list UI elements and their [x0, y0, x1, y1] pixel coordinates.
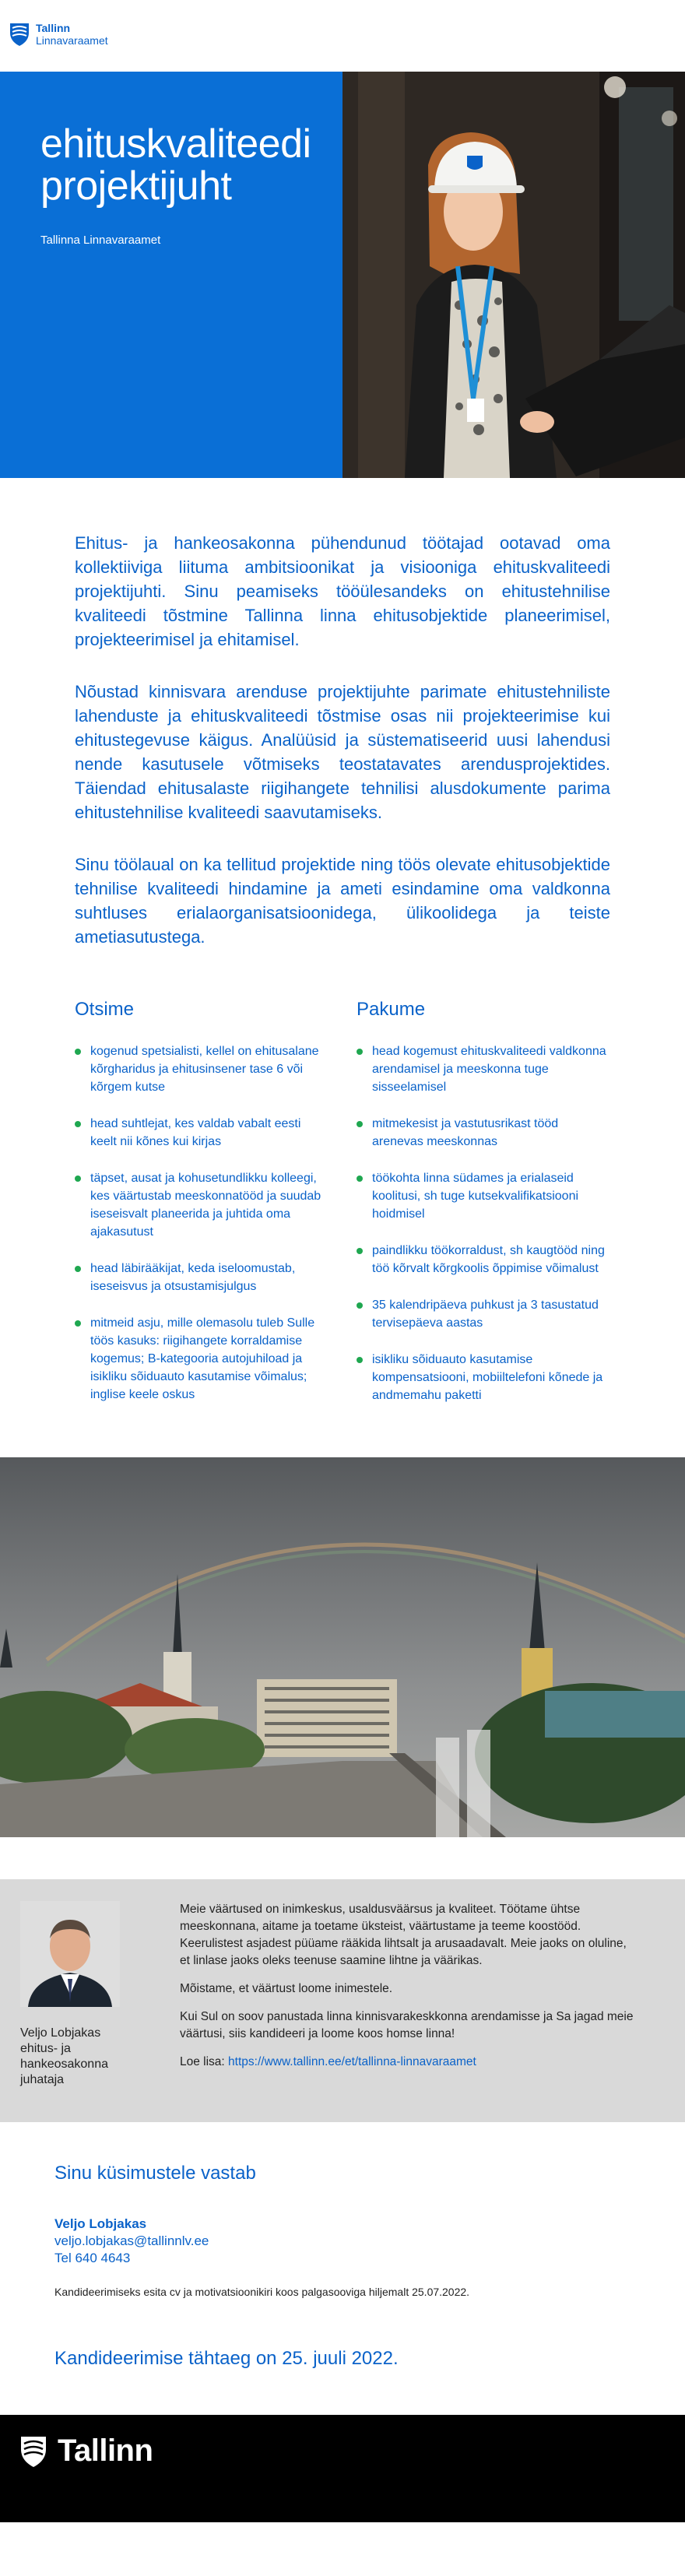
intro-paragraph-3: Sinu töölaual on ka tellitud projektide ning töös olevate ehitusobjektide tehnilise kvaliteedi hindamine ja ameti esindamine oma valdkonna suhtluses erialaorganisatsioonidega, ülikoolidega ja teiste ametiasutustega. [75, 855, 610, 947]
seeking-list [75, 1042, 325, 1404]
list-item: täpset, ausat ja kohusetundlikku kolleegi, kes väärtustab meeskonnatööd ja suudab iseseisvalt planeerida ja juhtida oma ajakasutust [75, 1169, 325, 1241]
quote-paragraph-1: Meie väärtused on inimkeskus, usaldusväärsus ja kvaliteet. Töötame ühtse meeskonnana, aitame ja toetame üksteist, väärtustame ja teeme koostööd. Keerulistest asjadest püüame rääkida lihtsalt ja arusaadavalt. Meie jaoks on oluline, et linlase jaoks oleks teenuse saamine lihtne ja väärikas. [180, 1903, 627, 1967]
list-item: isikliku sõiduauto kasutamise kompensatsiooni, mobiiltelefoni kõnede ja andmemahu paketti [357, 1351, 607, 1404]
top-header [0, 0, 685, 72]
hero-text-panel [0, 72, 342, 478]
list-item: kogenud spetsialisti, kellel on ehitusalane kõrgharidus ja ehitusinsener tase 6 või kõrgem kutse [75, 1042, 325, 1096]
offering-column [357, 999, 607, 1423]
seeking-column [75, 999, 325, 1423]
contact-phone[interactable]: Tel 640 4643 [54, 2251, 131, 2265]
person-portrait-illustration [20, 1901, 120, 2007]
quote-paragraph-3: Kui Sul on soov panustada linna kinnisvarakeskkonna arendamisse ja Sa jagad meie väärtusi, siis kandideeri ja loome koos homse linna! [180, 2010, 634, 2040]
hero-banner [0, 72, 685, 478]
footer [0, 2415, 685, 2522]
list-item: head kogemust ehituskvaliteedi valdkonna arendamisel ja meeskonna tuge sisseelamisel [357, 1042, 607, 1096]
application-note: Kandideerimiseks esita cv ja motivatsioonikiri koos palgasooviga hiljemalt 25.07.2022. [54, 2286, 470, 2298]
engineer-photo-illustration [342, 72, 685, 478]
contact-name: Veljo Lobjakas [54, 2216, 147, 2231]
seeking-title: Otsime [75, 999, 135, 1020]
intro-paragraph-1: Ehitus- ja hankeosakonna pühendunud töötajad ootavad oma kollektiiviga liituma ambitsioonikat ja visiooniga ehituskvaliteedi projektijuhti. Sinu peamiseks tööülesandeks on ehitustehnilise kvaliteedi tõstmine Tallinna linna ehitusobjektide planeerimisel, projekteerimisel ja ehitamisel. [75, 533, 610, 649]
application-deadline: Kandideerimise tähtaeg on 25. juuli 2022. [54, 2348, 399, 2369]
offering-list [357, 1042, 607, 1404]
logo-line-2: Linnavaraamet [36, 34, 108, 47]
list-item: head suhtlejat, kes valdab vabalt eesti keelt nii kõnes kui kirjas [75, 1115, 325, 1151]
list-item: paindlikku töökorraldust, sh kaugtööd ning töö kõrvalt kõrgkoolis õppimise võimalust [357, 1242, 607, 1277]
read-more-line [180, 2054, 639, 2071]
list-item: 35 kalendripäeva puhkust ja 3 tasustatud tervisepäeva aastas [357, 1296, 607, 1332]
logo-line-1: Tallinn [36, 22, 71, 34]
contact-title: Sinu küsimustele vastab [54, 2163, 256, 2184]
hero-organization: Tallinna Linnavaraamet [40, 234, 161, 247]
footer-logo-word: Tallinn [58, 2434, 153, 2468]
requirements-and-offer [0, 977, 685, 1423]
list-item: mitmeid asju, mille olemasolu tuleb Sulle töös kasuks: riigihangete korraldamise kogemus; B-kategooria autojuhiload ja isikliku sõiduauto kasutamise võimalus; inglise keele oskus [75, 1314, 325, 1404]
manager-portrait [20, 1901, 120, 2007]
tallinn-city-photo [0, 1457, 685, 1837]
city-photo-illustration [0, 1457, 685, 1837]
contact-email[interactable]: veljo.lobjakas@tallinnlv.ee [54, 2233, 209, 2248]
read-more-label: Loe lisa: [180, 2055, 229, 2068]
hero-photo-engineer [342, 72, 685, 478]
tallinn-shield-icon [9, 22, 30, 47]
manager-name-title: Veljo Lobjakas ehitus- ja hankeosakonna juhataja [20, 2026, 108, 2086]
tallinn-linnavaraamet-logo[interactable] [9, 22, 108, 47]
job-description [0, 478, 685, 949]
list-item: head läbirääkijat, keda iseloomustab, iseseisvus ja otsustamisjulgus [75, 1260, 325, 1295]
quote-paragraph-2: Mõistame, et väärtust loome inimestele. [180, 1982, 393, 1995]
list-item: mitmekesist ja vastutusrikast tööd arenevas meeskonnas [357, 1115, 607, 1151]
quote-text [180, 1901, 639, 2122]
contact-section [0, 2122, 685, 2370]
tallinn-shield-icon [20, 2435, 47, 2468]
tallinn-footer-logo[interactable] [20, 2434, 153, 2469]
manager-quote-section [0, 1879, 685, 2122]
read-more-link[interactable]: https://www.tallinn.ee/et/tallinna-linnavaraamet [228, 2055, 476, 2068]
offering-title: Pakume [357, 999, 426, 1020]
intro-paragraph-2: Nõustad kinnisvara arenduse projektijuhte parimate ehitustehniliste lahenduste ja ehituskvaliteedi tõstmise osas nii projekteerimise kui ehitustegevuse käigus. Analüüsid ja süstematiseerid uusi lahendusi nende kasutusele võtmiseks teostatavates arendusprojektides. Täiendad ehitusalaste riigihangete tehnilisi alusdokumente parima ehitustehnilise kvaliteedi saavutamiseks. [75, 682, 610, 822]
manager-profile [20, 1901, 180, 2122]
list-item: töökohta linna südames ja erialaseid koolitusi, sh tuge kutsekvalifikatsiooni hoidmisel [357, 1169, 607, 1223]
job-title: ehituskvaliteedi projektijuht [40, 121, 311, 209]
